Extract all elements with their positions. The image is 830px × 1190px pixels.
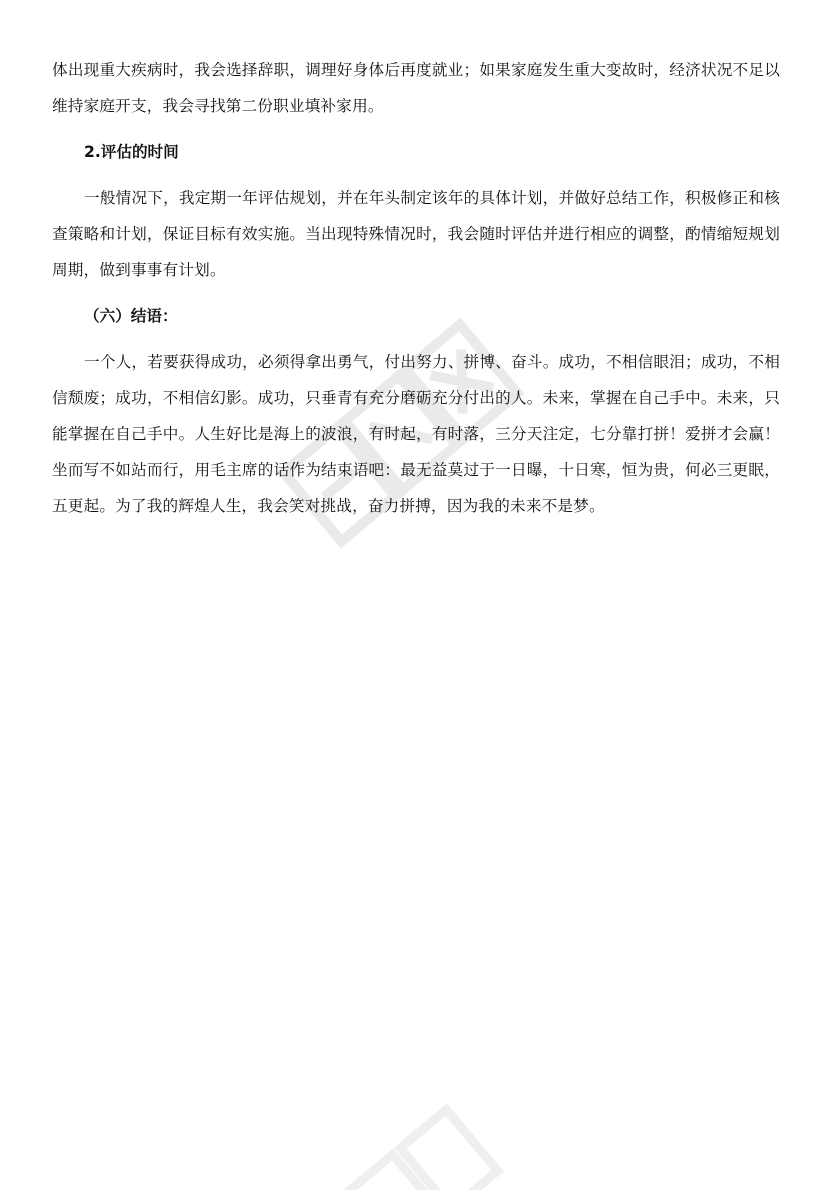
document-body <box>52 52 780 534</box>
paragraph-evaluation-time: 一般情况下，我定期一年评估规划，并在年头制定该年的具体计划，并做好总结工作，积极修正和核查策略和计划，保证目标有效实施。当出现特殊情况时，我会随时评估并进行相应的调整，酌情缩短规划周期，做到事事有计划。 <box>52 189 780 279</box>
section-heading-evaluation-time: 2.评估的时间 <box>84 143 179 161</box>
watermark-logo-bottom <box>330 1070 550 1190</box>
paragraph-conclusion: 一个人，若要获得成功，必须得拿出勇气，付出努力、拼博、奋斗。成功，不相信眼泪；成功，不相信颓废；成功，不相信幻影。成功，只垂青有充分磨砺充分付出的人。未来，掌握在自己手中。未来，只能掌握在自己手中。人生好比是海上的波浪，有时起，有时落，三分天注定，七分靠打拼！爱拼才会赢！坐而写不如站而行，用毛主席的话作为结束语吧：最无益莫过于一日曝，十日寒，恒为贵，何必三更眠，五更起。为了我的辉煌人生，我会笑对挑战，奋力拼搏，因为我的未来不是梦。 <box>52 353 780 515</box>
section-heading-conclusion: （六）结语： <box>84 307 178 325</box>
paragraph-continuation: 体出现重大疾病时，我会选择辞职，调理好身体后再度就业；如果家庭发生重大变故时，经济状况不足以维持家庭开支，我会寻找第二份职业填补家用。 <box>52 61 780 115</box>
